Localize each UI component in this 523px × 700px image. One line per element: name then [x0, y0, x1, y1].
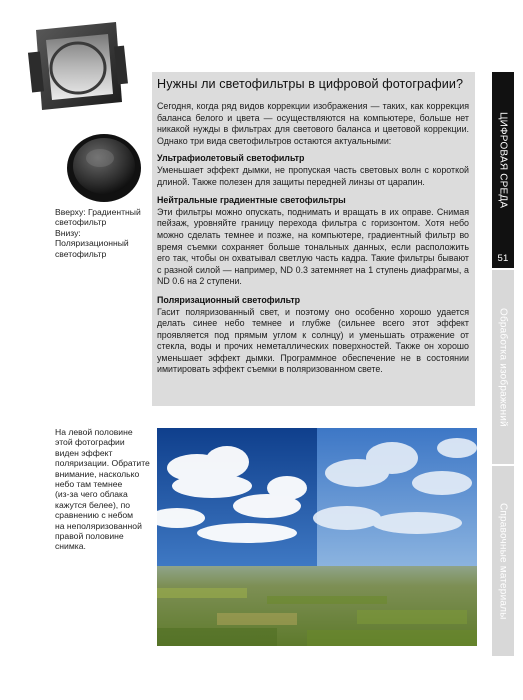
box-body [157, 101, 469, 383]
caption-line: виден эффект [55, 447, 113, 458]
caption-line: небо там темнее [55, 479, 123, 490]
section-heading: Ультрафиолетовый светофильтр [157, 153, 305, 164]
caption-line: кажутся белее), по [55, 499, 131, 510]
caption-line: светофильтр [55, 248, 107, 259]
polarization-caption [55, 427, 150, 552]
polarizing-filter [67, 134, 141, 202]
filters-caption [55, 207, 153, 259]
section-text: Уменьшает эффект дымки, не пропуская часть световых волн с короткой длиной. Также полезен для защиты передней линзы от царапин. [157, 164, 469, 187]
tab-digital-environment[interactable] [492, 72, 514, 248]
tab-label: Обработка изображений [497, 307, 509, 427]
caption-line: поляризации. Обратите [55, 458, 150, 469]
landscape-photo [157, 428, 477, 646]
tab-label: ЦИФРОВАЯ СРЕДА [497, 111, 509, 209]
filters-photo [18, 16, 143, 212]
caption-line: Внизу: Поляризационный [55, 227, 129, 249]
section-heading: Нейтральные градиентные светофильтры [157, 195, 346, 206]
caption-line: снимка. [55, 541, 86, 552]
caption-line: на неполяризованной [55, 520, 142, 531]
gradient-filter-holder [28, 22, 128, 110]
page-number-label: 51 [497, 252, 509, 264]
section-nd [157, 195, 469, 288]
section-text: Гасит поляризованный свет, и поэтому оно особенно хорошо удается делать синее небо темнее и глубже (сильнее всего этот эффект проявляется под прямым углом к солнцу) и уменьшать отражение от стекла, воды и прочих неметаллических поверхностей. Также он хорошо уменьшает эффект дымки. Программное обеспечение не в состоянии имитировать эффект съемки в поляризованном свете. [157, 306, 469, 375]
section-polarizer [157, 295, 469, 376]
box-intro: Сегодня, когда ряд видов коррекции изображения — таких, как коррекция баланса белого и цвета — осуществляются на компьютере, больше нет никакой нужды в фильтрах для светового баланса и цветовой коррекции. Однако три вида светофильтров остаются актуальными: [157, 101, 469, 146]
tab-label: Справочные материалы [497, 502, 509, 620]
caption-line: сравнению с небом [55, 510, 134, 521]
caption-line: На левой половине [55, 427, 133, 437]
section-heading: Поляризационный светофильтр [157, 294, 301, 305]
caption-line: правой половине [55, 531, 124, 542]
tab-image-processing[interactable] [492, 270, 514, 464]
page-number [492, 248, 514, 268]
caption-line: светофильтр [55, 217, 107, 228]
box-title: Нужны ли светофильтры в цифровой фотографии? [157, 77, 464, 91]
section-text: Эти фильтры можно опускать, поднимать и вращать в их оправе. Снимая пейзаж, уровняйте границу перехода фильтра с горизонтом. Хотя небо можно сделать темнее и позже, на компьютере, градиентный фильтр во время съемки сохраняет больше тональных данных, если расположить его так, чтобы он охватывал светлую часть кадра. Такие фильтры бывают с разной силой — например, ND 0.3 затемняет на 1 ступень диафрагмы, а ND 0.6 на 2 ступени. [157, 206, 469, 287]
caption-line: внимание, насколько [55, 468, 140, 479]
caption-line: этой фотографии [55, 437, 125, 448]
section-uv [157, 153, 469, 188]
caption-line: (из-за чего облака [55, 489, 128, 500]
tab-reference[interactable] [492, 466, 514, 656]
caption-line: Вверху: Градиентный [55, 207, 141, 217]
